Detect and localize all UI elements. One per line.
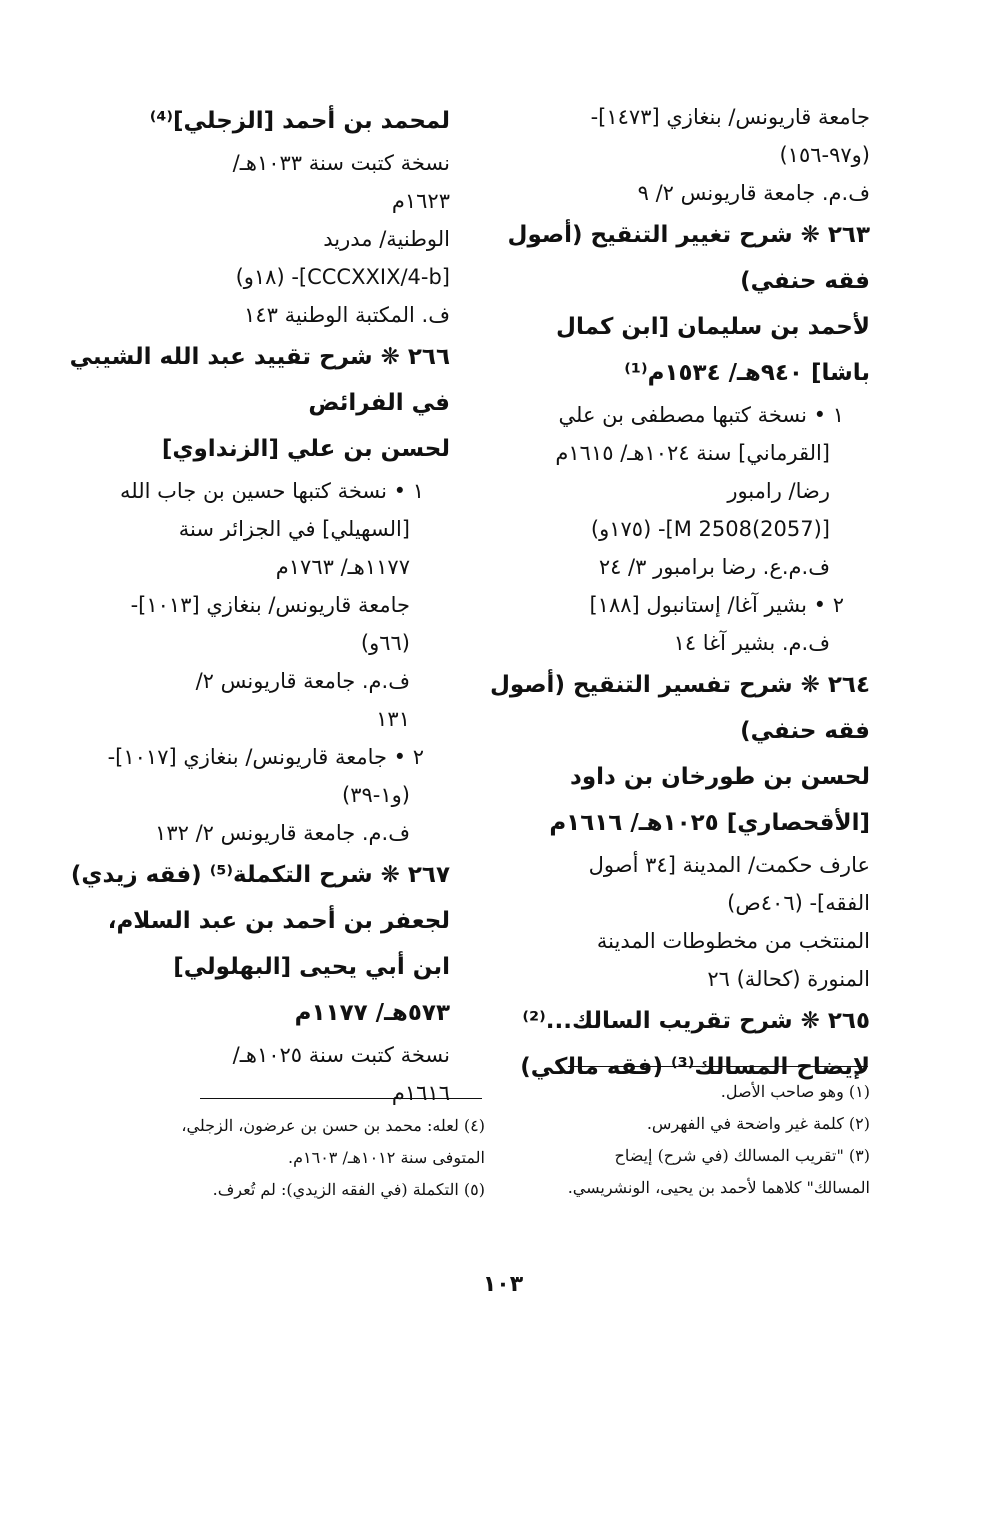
text-line: ١٣١	[376, 707, 410, 731]
footnotes-right	[530, 1076, 870, 1204]
footnotes-left	[181, 1110, 485, 1206]
text-line: [السهيلي] في الجزائر سنة	[178, 517, 410, 541]
text-line: رضا/ رامبور	[727, 479, 830, 503]
footnote-line: (٣) "تقريب المسالك (في شرح) إيضاح	[614, 1146, 870, 1165]
text-line: ١١٧٧هـ/ ١٧٦٣م	[275, 555, 410, 579]
entry-heading: ٢٦٣ ❋ شرح تغيير التنقيح (أصول	[507, 222, 870, 248]
text-line: [M 2508(2057)]- (١٧٥و)	[590, 517, 830, 541]
text-line: (٦٦و)	[360, 631, 410, 655]
text-line: المنتخب من مخطوطات المدينة	[596, 929, 870, 953]
heading-line: فقه حنفي)	[740, 718, 870, 744]
text-line: [القرماني] سنة ١٠٢٤هـ/ ١٦١٥م	[555, 441, 830, 465]
reference-line: ف.م. جامعة قاريونس ٢/ ١٣٢	[155, 821, 410, 845]
heading-line: باشا] ٩٤٠هـ/ ١٥٣٤م⁽¹⁾	[624, 360, 870, 386]
text-line: جامعة قاريونس/ بنغازي [١٠١٣]-	[130, 593, 410, 617]
reference-line: ف.م.ع. رضا برامبور ٣/ ٢٤	[598, 555, 830, 579]
footnote-line: المسالك" كلاهما لأحمد بن يحيى، الونشريسي.	[567, 1178, 870, 1197]
left-column	[69, 98, 450, 1112]
text-line: جامعة قاريونس/ بنغازي [١٤٧٣]-	[590, 105, 870, 129]
text-line: ١٦١٦م	[391, 1081, 450, 1105]
text-line: المنورة (كحالة) ٢٦	[707, 967, 870, 991]
footnote-line: المتوفى سنة ١٠١٢هـ/ ١٦٠٣م.	[288, 1148, 485, 1167]
footnote-line: (٢) كلمة غير واضحة في الفهرس.	[646, 1114, 870, 1133]
text-line: نسخة كتبت سنة ١٠٣٣هـ/	[232, 151, 450, 175]
text-line: [CCCXXIX/4-b]- (١٨و)	[235, 265, 450, 289]
entry-heading: ٢٦٥ ❋ شرح تقريب السالك...⁽²⁾	[522, 1008, 870, 1034]
list-item: ١ • نسخة كتبها حسين بن جاب الله	[120, 479, 424, 503]
heading-line: لجعفر بن أحمد بن عبد السلام،	[107, 908, 450, 934]
text-line: الفقه]- (٤٠٦ص)	[727, 891, 870, 915]
heading-line: لحسن بن علي [الزنداوي]	[161, 436, 450, 462]
heading-line: لمحمد بن أحمد [الزجلي]⁽⁴⁾	[149, 108, 450, 134]
text-line: ١٦٢٣م	[391, 189, 450, 213]
footnote-line: (١) وهو صاحب الأصل.	[720, 1082, 870, 1101]
heading-line: فقه حنفي)	[740, 268, 870, 294]
text-line: الوطنية/ مدريد	[323, 227, 450, 251]
heading-line: لإيضاح المسالك⁽³⁾ (فقه مالكي)	[520, 1054, 870, 1080]
footnote-line: (٥) التكملة (في الفقه الزيدي): لم تُعرف.	[212, 1180, 485, 1199]
list-item: ٢ • جامعة قاريونس/ بنغازي [١٠١٧]-	[107, 745, 424, 769]
footnote-separator-left	[200, 1098, 482, 1099]
entry-heading: ٢٦٤ ❋ شرح تفسير التنقيح (أصول	[489, 672, 870, 698]
heading-line: لحسن بن طورخان بن داود	[570, 764, 870, 790]
text-line: (و٩٧-١٥٦)	[779, 143, 870, 167]
text-line: عارف حكمت/ المدينة [٣٤ أصول	[588, 853, 870, 877]
text-line: ف.م. جامعة قاريونس ٢/	[195, 669, 410, 693]
text-line: ف.م. جامعة قاريونس ٢/ ٩	[637, 181, 870, 205]
heading-line: ابن أبي يحيى [البهلولي]	[173, 954, 450, 980]
footnote-separator-right	[568, 1066, 868, 1067]
page-number: ١٠٣	[482, 1272, 524, 1297]
reference-line: ف.م. بشير آغا ١٤	[673, 631, 830, 655]
entry-heading: ٢٦٧ ❋ شرح التكملة⁽⁵⁾ (فقه زيدي)	[70, 862, 450, 888]
heading-line: في الفرائض	[308, 390, 450, 416]
right-column	[489, 98, 870, 1090]
text-line: (و١-٣٩)	[342, 783, 410, 807]
list-item: ١ • نسخة كتبها مصطفى بن علي	[558, 403, 844, 427]
entry-heading: ٢٦٦ ❋ شرح تقييد عبد الله الشيبي	[69, 344, 450, 370]
heading-line: [الأقحصاري] ١٠٢٥هـ/ ١٦١٦م	[549, 810, 870, 836]
footnote-line: (٤) لعله: محمد بن حسن بن عرضون، الزجلي،	[181, 1116, 485, 1135]
text-line: ف. المكتبة الوطنية ١٤٣	[244, 303, 450, 327]
heading-line: لأحمد بن سليمان [ابن كمال	[556, 314, 870, 340]
text-line: نسخة كتبت سنة ١٠٢٥هـ/	[232, 1043, 450, 1067]
heading-line: ٥٧٣هـ/ ١١٧٧م	[294, 1000, 450, 1026]
list-item: ٢ • بشير آغا/ إستانبول [١٨٨]	[589, 593, 844, 617]
